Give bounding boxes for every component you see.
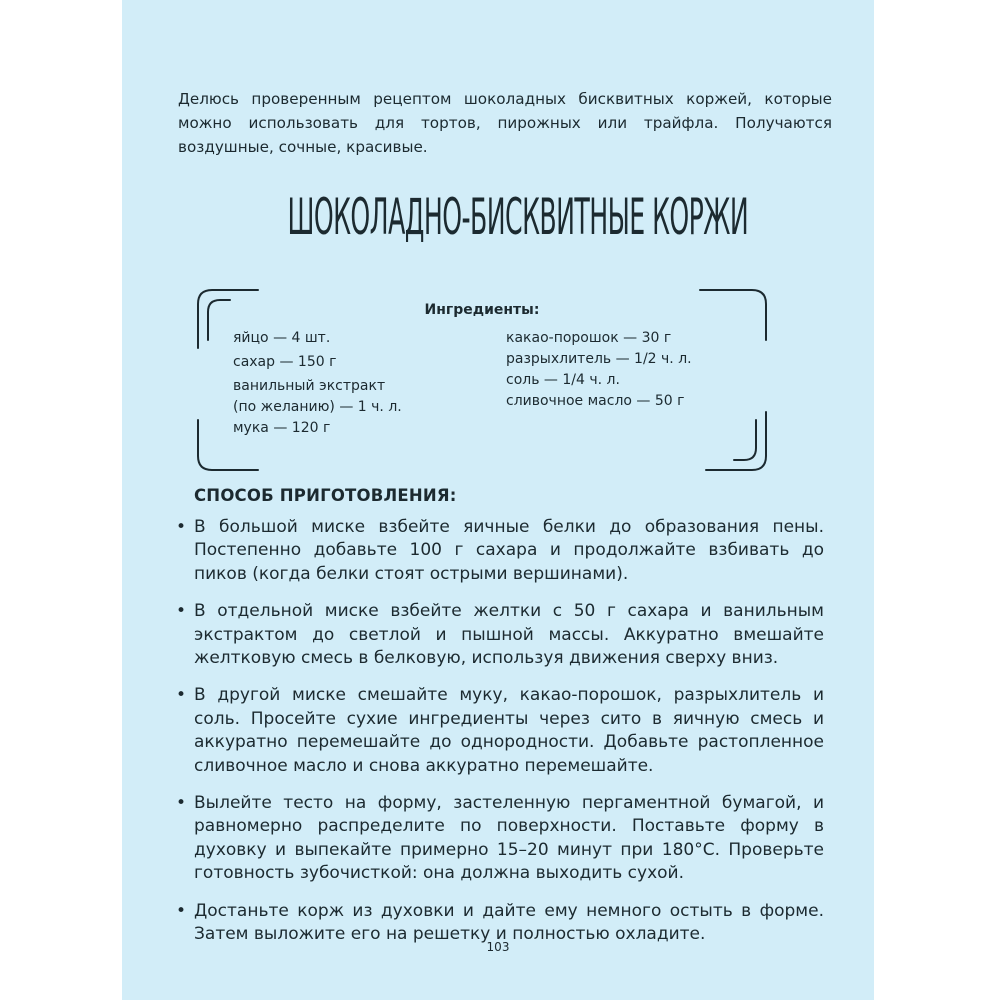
recipe-title: ШОКОЛАДНО-БИСКВИТНЫЕ КОРЖИ xyxy=(287,188,749,246)
ingredients-heading: Ингредиенты: xyxy=(424,302,540,318)
recipe-page xyxy=(122,0,874,1000)
ingredient-item: соль — 1/4 ч. л. xyxy=(506,372,620,388)
step-text: В другой миске смешайте муку, какао-порошок, разрыхлитель и соль. Просейте сухие ингредиенты через сито в яичную смесь и аккуратно перемешайте до однородности. Добавьте растопленное сливочное масло и снова аккуратно перемешайте. xyxy=(194,685,824,776)
ingredient-item: сахар — 150 г xyxy=(233,354,337,370)
method-steps-list xyxy=(174,516,824,961)
bullet-icon: • xyxy=(176,900,187,921)
bullet-icon: • xyxy=(176,517,187,537)
ingredient-item: ванильный экстракт xyxy=(233,378,386,394)
ingredient-item: сливочное масло — 50 г xyxy=(506,393,685,409)
bullet-icon: • xyxy=(176,601,187,622)
ingredient-item: разрыхлитель — 1/2 ч. л. xyxy=(506,351,692,367)
step-text: Достаньте корж из духовки и дайте ему немного остыть в форме. Затем выложите его на решетку и полностью охладите. xyxy=(194,900,824,945)
ingredients-box xyxy=(196,288,768,472)
intro-paragraph: Делюсь проверенным рецептом шоколадных бисквитных коржей, которые можно использовать для тортов, пирожных или трайфла. Получаются воздушные, сочные, красивые. xyxy=(178,90,832,156)
method-step xyxy=(174,792,824,886)
method-step xyxy=(174,600,824,670)
method-step xyxy=(174,684,824,778)
ingredient-item: яйцо — 4 шт. xyxy=(233,330,331,346)
step-text: Вылейте тесто на форму, застеленную пергаментной бумагой, и равномерно распределите по поверхности. Поставьте форму в духовку и выпекайте примерно 15–20 минут при 180°С. Проверьте готовность зубочисткой: она должна выходить сухой. xyxy=(194,793,824,884)
ingredient-item: мука — 120 г xyxy=(233,420,331,436)
page-number: 103 xyxy=(486,940,510,954)
ingredients-left-list xyxy=(233,328,453,439)
ingredient-item: какао-порошок — 30 г xyxy=(506,330,672,346)
method-step xyxy=(174,516,824,586)
bullet-icon: • xyxy=(176,685,187,706)
step-text: В отдельной миске взбейте желтки с 50 г сахара и ванильным экстрактом до светлой и пышной массы. Аккуратно вмешайте желтковую смесь в белковую, используя движения сверху вниз. xyxy=(194,601,824,669)
method-heading: СПОСОБ ПРИГОТОВЛЕНИЯ: xyxy=(194,486,457,505)
bullet-icon: • xyxy=(176,793,187,814)
step-text: В большой миске взбейте яичные белки до образования пены. Постепенно добавьте 100 г сахара и продолжайте взбивать до пиков (когда белки стоят острыми вершинами). xyxy=(194,517,824,584)
ingredient-item: (по желанию) — 1 ч. л. xyxy=(233,399,402,415)
ingredients-right-list xyxy=(506,328,746,412)
